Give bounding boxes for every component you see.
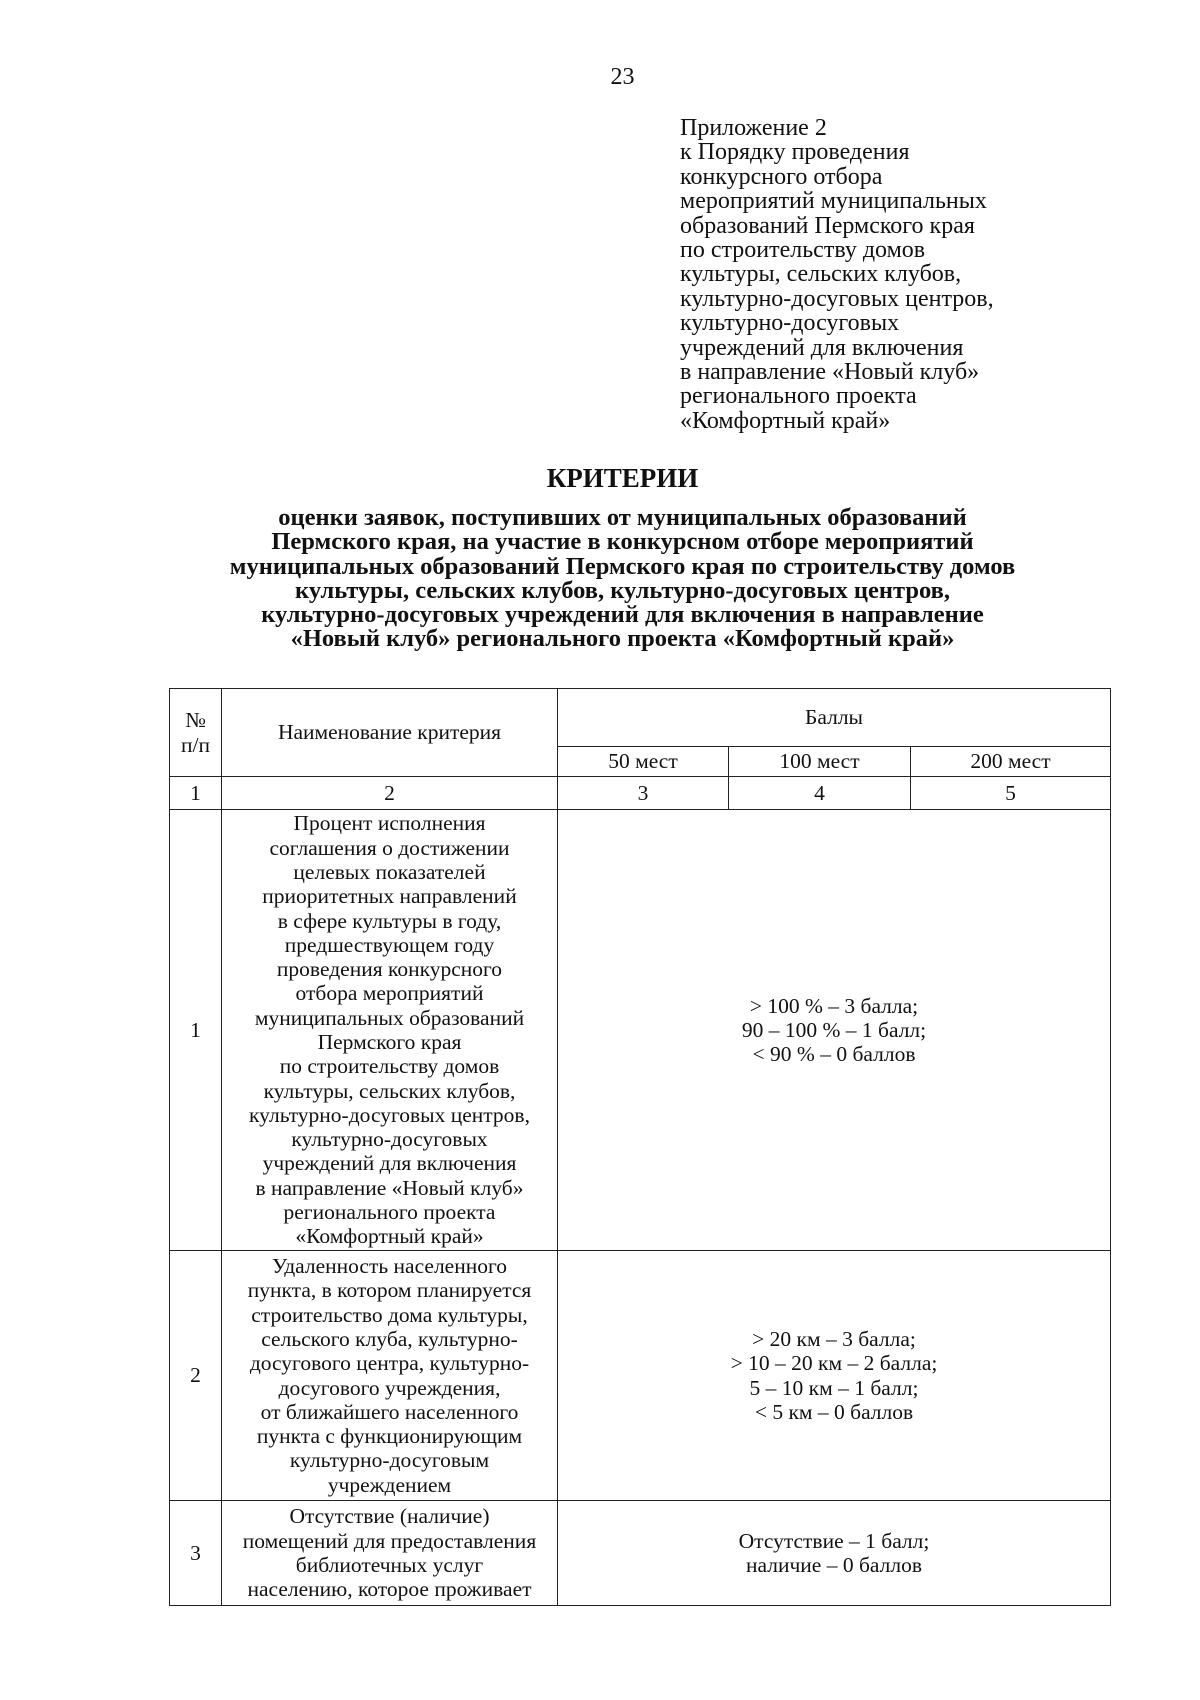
criterion-line: целевых показателей [293,859,486,884]
criterion-line: Пермского края [317,1030,462,1054]
criterion-line: Отсутствие (наличие) [289,1504,490,1529]
document-subtitle [0,506,1200,652]
header-200-seats: 200 мест [911,747,1111,777]
row-number: 1 [170,810,222,1251]
document-title: КРИТЕРИИ [546,463,699,493]
column-index-row [170,777,1111,810]
criterion-line: проведения конкурсного [276,957,503,982]
criterion-line: культурно-досуговых [291,1127,488,1152]
criterion-line: населению, которое проживает [247,1577,532,1602]
score-line: < 5 км – 0 баллов [754,1399,914,1424]
score-line: > 20 км – 3 балла; [752,1326,916,1351]
header-number-line: № [185,708,206,733]
criterion-line: пункта, в котором планируется [247,1278,532,1303]
score-cell [558,1501,1111,1606]
criterion-line: соглашения о достижении [269,835,510,860]
criterion-line: регионального проекта [283,1200,496,1225]
table-row [170,810,1111,1251]
score-line: > 10 – 20 км – 2 балла; [730,1351,938,1376]
score-cell [558,810,1111,1251]
criterion-line: в направление «Новый клуб» [255,1175,524,1200]
column-index: 4 [729,777,911,810]
header-points: Баллы [558,689,1111,747]
row-number: 2 [170,1251,222,1501]
appendix-note [680,116,1160,433]
score-line: 5 – 10 км – 1 балл; [749,1375,919,1400]
header-number [170,689,222,777]
appendix-line: к Порядку проведения [680,139,910,166]
criterion-line: «Комфортный край» [295,1224,484,1249]
subtitle-line: Пермского края, на участие в конкурсном отборе мероприятий [271,528,974,556]
subtitle-line: муниципальных образований Пермского края по строительству домов [229,552,1016,580]
score-line: > 100 % – 3 балла; [749,993,919,1018]
criterion-line: по строительству домов [279,1054,500,1079]
appendix-line: учреждений для включения [680,334,964,361]
page-number: 23 [610,64,635,90]
criterion-line: культуры, сельских клубов, [263,1078,516,1103]
criterion-line: предшествующем году [284,932,495,957]
table-row [170,1251,1111,1501]
header-100-seats: 100 мест [729,747,911,777]
column-index: 2 [222,777,558,810]
criterion-line: культурно-досуговых центров, [249,1102,530,1127]
criterion-line: библиотечных услуг [295,1553,484,1577]
subtitle-line: культуры, сельских клубов, культурно-досуговых центров, [295,576,950,604]
criterion-line: досугового центра, культурно- [249,1351,530,1376]
appendix-line: культуры, сельских клубов, [680,261,962,288]
criterion-line: от ближайшего населенного [260,1399,519,1424]
column-index: 1 [170,777,222,810]
criterion-line: культурно-досуговым [289,1448,490,1473]
appendix-line: мероприятий муниципальных [680,188,987,215]
appendix-line: конкурсного отбора [680,163,883,190]
appendix-line: регионального проекта [680,383,917,410]
criterion-name [222,1501,558,1606]
subtitle-line: культурно-досуговых учреждений для включения в направление [261,601,984,629]
appendix-line: культурно-досуговых [680,310,900,337]
column-index: 5 [911,777,1111,810]
header-criterion-name: Наименование критерия [222,689,558,777]
appendix-line: культурно-досуговых центров, [680,285,994,312]
criterion-line: помещений для предоставления [242,1528,537,1553]
criterion-line: Удаленность населенного [271,1254,508,1279]
criterion-line: отбора мероприятий [295,981,484,1006]
criterion-name [222,810,558,1251]
criterion-line: Процент исполнения [293,811,486,836]
score-line: Отсутствие – 1 балл; [738,1528,930,1553]
appendix-line: по строительству домов [680,237,926,264]
appendix-line: «Комфортный край» [680,407,891,434]
criterion-line: досугового учреждения, [278,1375,501,1400]
criterion-line: пункта с функционирующим [256,1424,523,1449]
row-number: 3 [170,1501,222,1606]
criterion-line: приоритетных направлений [262,884,517,909]
header-50-seats: 50 мест [558,747,729,777]
appendix-line: в направление «Новый клуб» [680,359,980,386]
header-number-line: п/п [181,732,210,757]
column-index: 3 [558,777,729,810]
subtitle-line: «Новый клуб» регионального проекта «Комфортный край» [290,625,955,653]
table-row [170,1501,1111,1606]
score-cell [558,1251,1111,1501]
criterion-line: строительство дома культуры, [251,1302,528,1327]
criterion-name [222,1251,558,1501]
criterion-line: сельского клуба, культурно- [261,1326,518,1351]
criterion-line: учреждением [327,1472,452,1497]
table-header-row [170,689,1111,747]
criteria-table [169,688,1111,1606]
appendix-line: образований Пермского края [680,212,975,239]
criterion-line: учреждений для включения [262,1151,517,1176]
criterion-line: в сфере культуры в году, [277,908,502,933]
score-line: < 90 % – 0 баллов [752,1042,916,1067]
criterion-line: муниципальных образований [254,1005,525,1030]
subtitle-line: оценки заявок, поступивших от муниципальных образований [278,504,967,531]
score-line: 90 – 100 % – 1 балл; [741,1017,927,1042]
score-line: наличие – 0 баллов [746,1553,922,1577]
appendix-line: Приложение 2 [680,115,827,141]
